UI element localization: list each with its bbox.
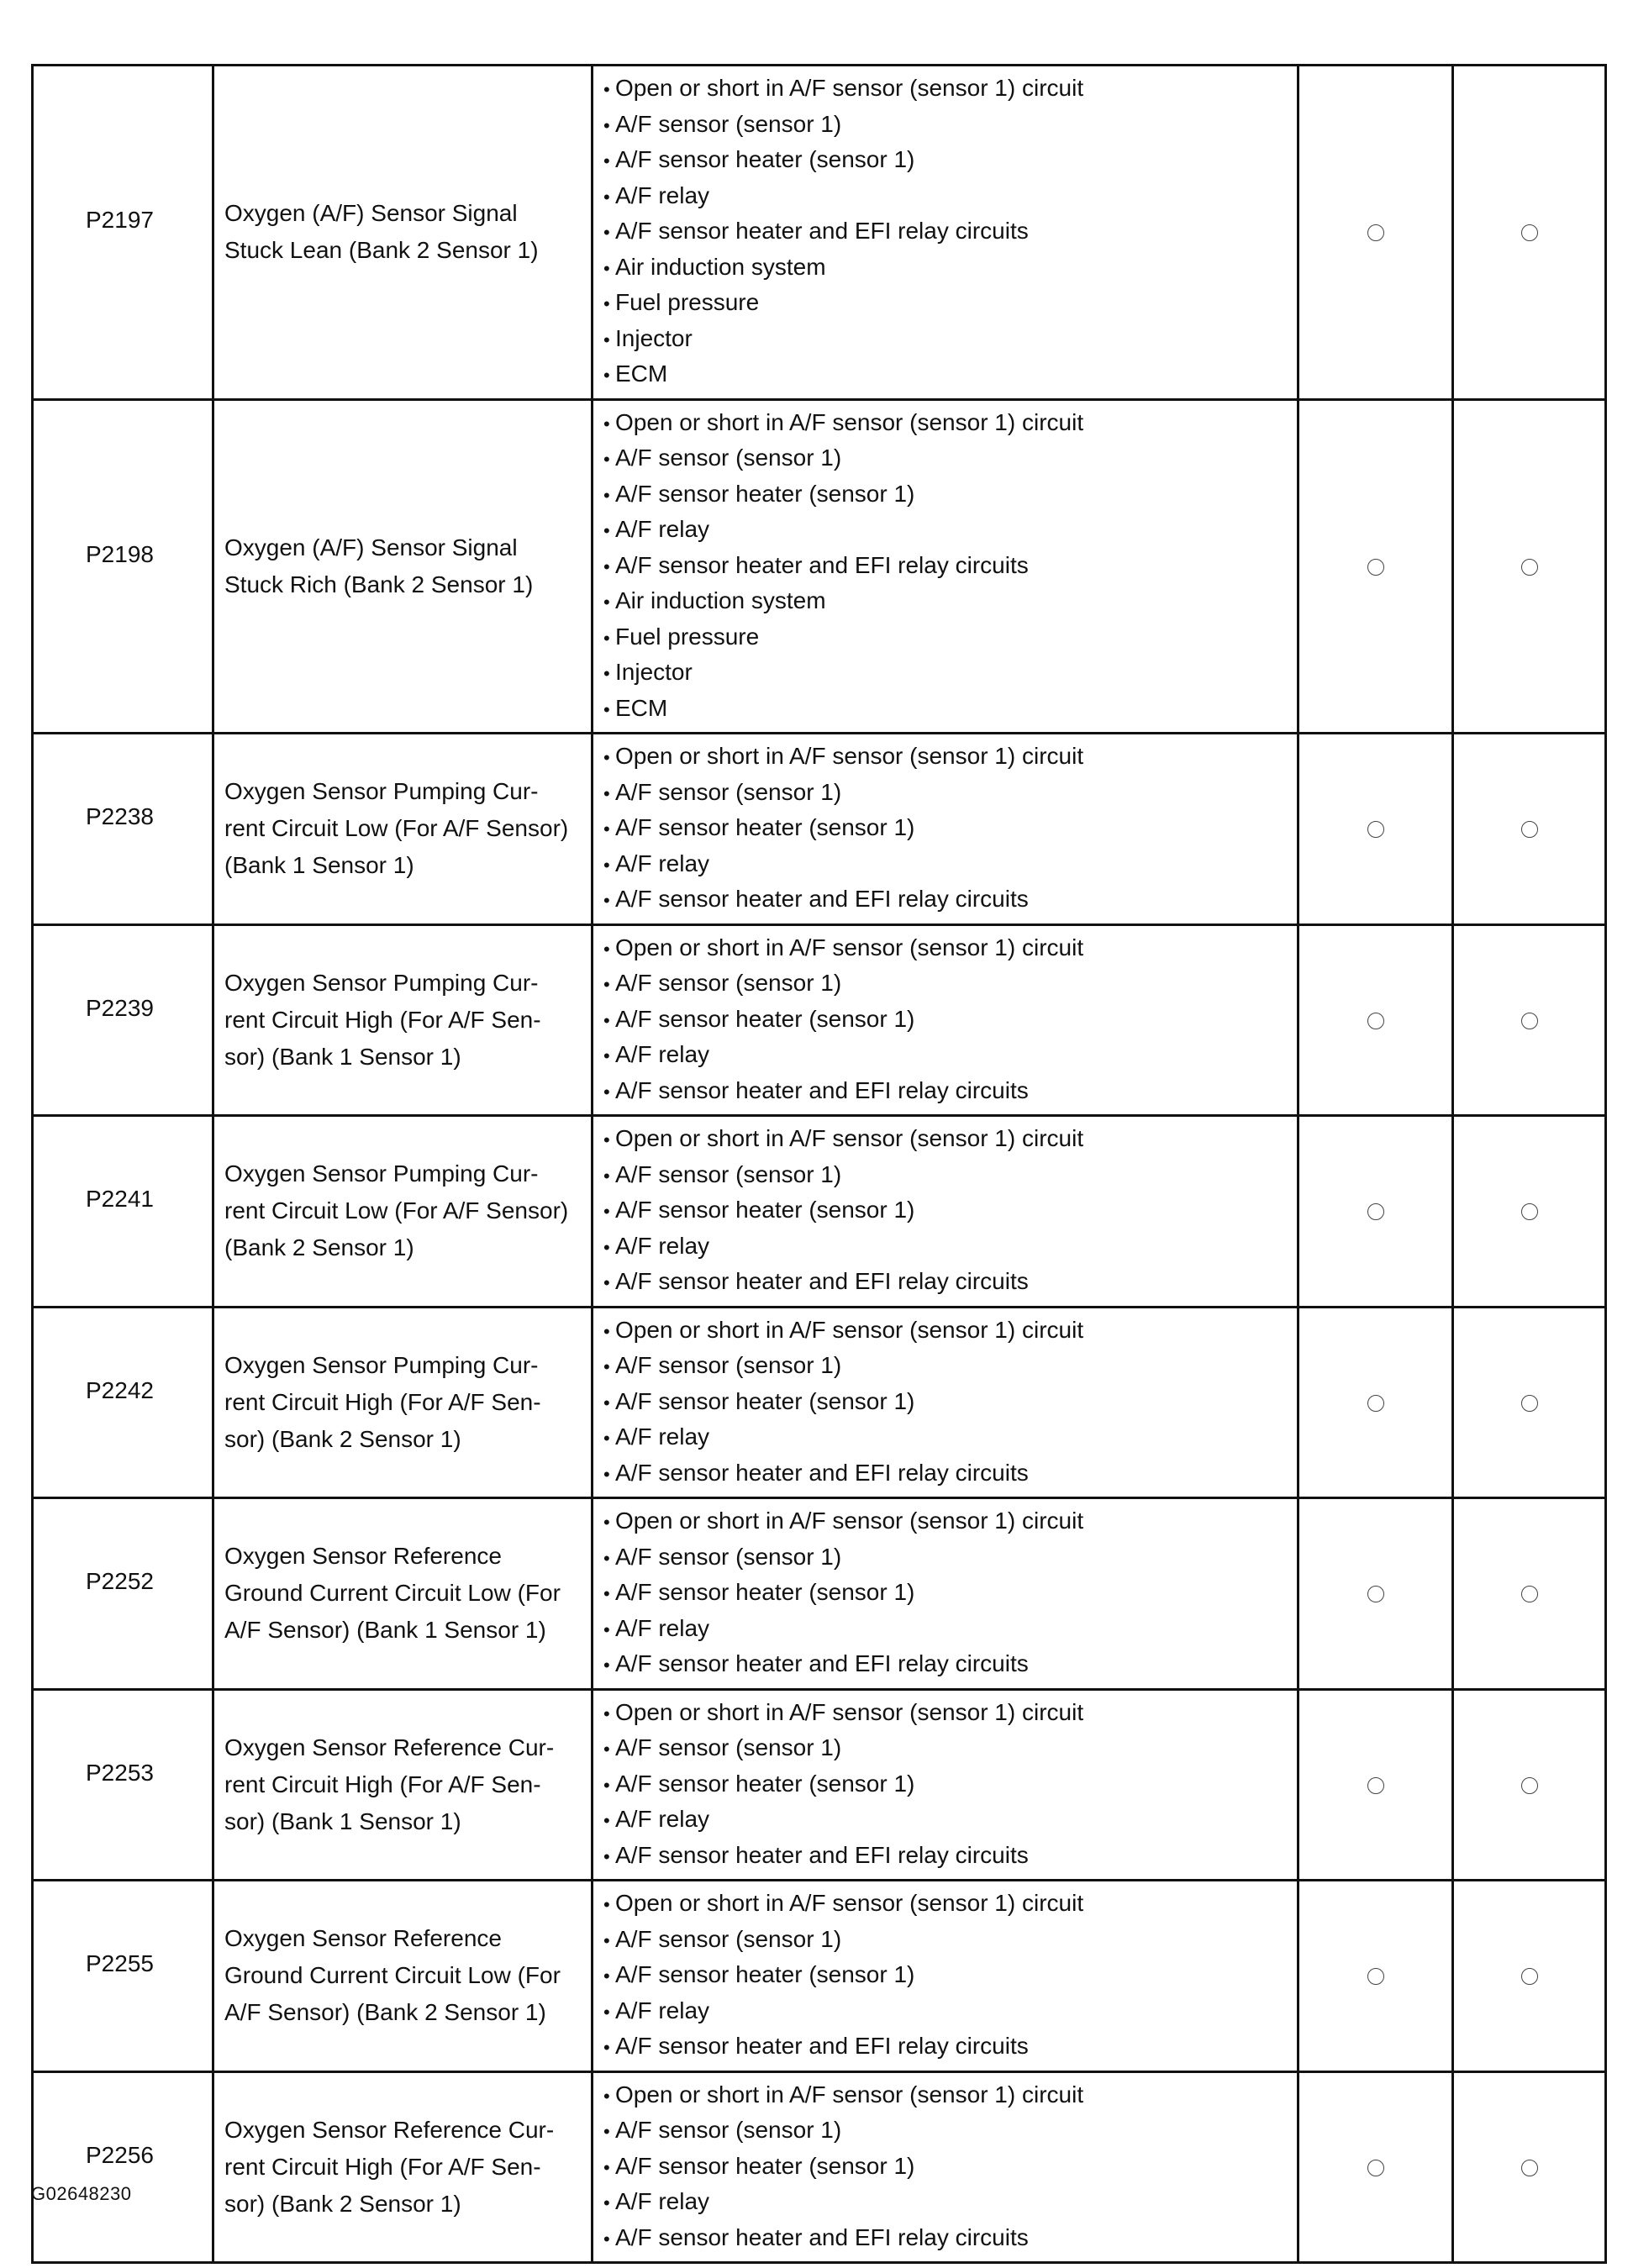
trouble-area-item <box>603 966 1297 1002</box>
trouble-area-text: A/F sensor heater and EFI relay circuits <box>615 2033 1029 2059</box>
detection-item-line: Oxygen Sensor Reference Cur- <box>224 1734 555 1760</box>
trouble-area-text: Open or short in A/F sensor (sensor 1) circuit <box>615 408 1084 435</box>
dtc-code: P2256 <box>86 2141 154 2168</box>
trouble-area-text: A/F relay <box>615 516 710 542</box>
detection-item-line: Stuck Rich (Bank 2 Sensor 1) <box>224 571 534 597</box>
detection-item-cell <box>213 66 593 400</box>
mil-cell <box>1298 1498 1453 1690</box>
trouble-areas-cell <box>593 66 1298 400</box>
trouble-area-text: Open or short in A/F sensor (sensor 1) circuit <box>615 1125 1084 1151</box>
trouble-area-text: Fuel pressure <box>615 289 760 315</box>
trouble-area-text: A/F sensor heater (sensor 1) <box>615 1005 915 1032</box>
trouble-area-text: A/F sensor (sensor 1) <box>615 2117 842 2143</box>
trouble-area-item <box>603 1696 1297 1732</box>
trouble-area-item <box>603 2113 1297 2150</box>
mil-circle-icon <box>1367 1203 1384 1220</box>
trouble-areas-list <box>603 1122 1297 1301</box>
trouble-area-item <box>603 477 1297 513</box>
trouble-areas-list <box>603 931 1297 1110</box>
detection-item-cell <box>213 1498 593 1690</box>
mil-circle-icon <box>1367 1395 1384 1412</box>
trouble-area-text: Open or short in A/F sensor (sensor 1) circuit <box>615 1698 1084 1725</box>
dtc-table-body <box>33 66 1606 2263</box>
table-row <box>33 1498 1606 1690</box>
figure-id: G02648230 <box>31 2183 132 2204</box>
mil-circle-icon <box>1367 821 1384 838</box>
trouble-area-item <box>603 1612 1297 1648</box>
memory-cell <box>1453 1498 1606 1690</box>
trouble-area-item <box>603 214 1297 250</box>
trouble-area-item <box>603 1886 1297 1923</box>
table-row <box>33 1881 1606 2072</box>
dtc-code-cell <box>33 1689 213 1881</box>
trouble-area-text: A/F relay <box>615 2188 710 2214</box>
detection-item-line: A/F Sensor) (Bank 2 Sensor 1) <box>224 1999 546 2026</box>
trouble-area-text: A/F relay <box>615 182 710 208</box>
trouble-area-item <box>603 179 1297 215</box>
memory-cell <box>1453 1116 1606 1308</box>
trouble-area-item <box>603 1802 1297 1839</box>
mil-cell <box>1298 924 1453 1116</box>
trouble-area-item <box>603 620 1297 656</box>
mil-circle-icon <box>1367 1968 1384 1985</box>
detection-item-line: sor) (Bank 2 Sensor 1) <box>224 2190 461 2217</box>
memory-circle-icon <box>1521 1203 1538 1220</box>
trouble-area-item <box>603 441 1297 477</box>
memory-circle-icon <box>1521 1013 1538 1029</box>
trouble-area-item <box>603 2221 1297 2257</box>
trouble-area-item <box>603 108 1297 144</box>
detection-item-line: Oxygen (A/F) Sensor Signal <box>224 534 518 560</box>
mil-cell <box>1298 1116 1453 1308</box>
trouble-area-text: Open or short in A/F sensor (sensor 1) circuit <box>615 1508 1084 1534</box>
trouble-area-text: Open or short in A/F sensor (sensor 1) circuit <box>615 75 1084 101</box>
trouble-areas-cell <box>593 399 1298 734</box>
detection-item-line: Stuck Lean (Bank 2 Sensor 1) <box>224 237 539 264</box>
trouble-area-item <box>603 811 1297 847</box>
detection-item-line: (Bank 2 Sensor 1) <box>224 1234 414 1261</box>
detection-item-line: sor) (Bank 2 Sensor 1) <box>224 1425 461 1452</box>
trouble-area-item <box>603 1456 1297 1492</box>
trouble-area-item <box>603 847 1297 883</box>
dtc-code-cell <box>33 66 213 400</box>
trouble-area-item <box>603 776 1297 812</box>
table-row <box>33 2071 1606 2263</box>
trouble-areas-cell <box>593 2071 1298 2263</box>
trouble-areas-list <box>603 71 1297 393</box>
dtc-code-cell <box>33 399 213 734</box>
trouble-area-item <box>603 1002 1297 1039</box>
trouble-area-text: A/F sensor heater (sensor 1) <box>615 1770 915 1797</box>
trouble-area-text: A/F sensor heater (sensor 1) <box>615 1579 915 1605</box>
table-row <box>33 924 1606 1116</box>
trouble-area-item <box>603 1074 1297 1110</box>
trouble-area-item <box>603 322 1297 358</box>
trouble-area-text: A/F relay <box>615 850 710 876</box>
memory-circle-icon <box>1521 1586 1538 1602</box>
trouble-area-text: ECM <box>615 360 668 387</box>
mil-cell <box>1298 1307 1453 1498</box>
trouble-area-item <box>603 1229 1297 1266</box>
trouble-area-text: A/F sensor (sensor 1) <box>615 1543 842 1570</box>
trouble-areas-list <box>603 1696 1297 1875</box>
trouble-areas-cell <box>593 1498 1298 1690</box>
trouble-areas-cell <box>593 1116 1298 1308</box>
trouble-area-item <box>603 739 1297 776</box>
mil-circle-icon <box>1367 1586 1384 1602</box>
mil-circle-icon <box>1367 2160 1384 2176</box>
detection-item-line: Oxygen (A/F) Sensor Signal <box>224 200 518 227</box>
trouble-area-item <box>603 2078 1297 2114</box>
trouble-area-text: A/F relay <box>615 1423 710 1450</box>
dtc-code-cell <box>33 1881 213 2072</box>
memory-circle-icon <box>1521 1395 1538 1412</box>
trouble-area-text: A/F sensor heater (sensor 1) <box>615 480 915 507</box>
trouble-area-text: A/F sensor (sensor 1) <box>615 1160 842 1187</box>
trouble-area-item <box>603 1349 1297 1385</box>
trouble-area-item <box>603 2029 1297 2065</box>
mil-cell <box>1298 734 1453 925</box>
table-row <box>33 1689 1606 1881</box>
table-row <box>33 1307 1606 1498</box>
trouble-area-text: Open or short in A/F sensor (sensor 1) circuit <box>615 934 1084 960</box>
trouble-area-item <box>603 1420 1297 1456</box>
trouble-area-item <box>603 1540 1297 1576</box>
detection-item-cell <box>213 1116 593 1308</box>
trouble-area-text: A/F sensor heater and EFI relay circuits <box>615 1650 1029 1676</box>
trouble-areas-list <box>603 1504 1297 1683</box>
detection-item-line: Ground Current Circuit Low (For <box>224 1962 561 1989</box>
trouble-area-text: A/F sensor (sensor 1) <box>615 1925 842 1952</box>
trouble-area-text: A/F sensor heater (sensor 1) <box>615 1387 915 1414</box>
trouble-area-item <box>603 1576 1297 1612</box>
trouble-area-text: A/F relay <box>615 1041 710 1067</box>
detection-item-line: Oxygen Sensor Reference Cur- <box>224 2116 555 2143</box>
trouble-area-item <box>603 1504 1297 1540</box>
table-row <box>33 734 1606 925</box>
trouble-area-item <box>603 692 1297 728</box>
detection-item-line: A/F Sensor) (Bank 1 Sensor 1) <box>224 1617 546 1644</box>
trouble-area-text: A/F sensor heater and EFI relay circuits <box>615 1268 1029 1294</box>
memory-circle-icon <box>1521 224 1538 241</box>
detection-item-cell <box>213 734 593 925</box>
dtc-code: P2255 <box>86 1950 154 1976</box>
detection-item-line: sor) (Bank 1 Sensor 1) <box>224 1808 461 1834</box>
memory-cell <box>1453 1307 1606 1498</box>
trouble-area-item <box>603 1158 1297 1194</box>
trouble-area-text: A/F sensor heater and EFI relay circuits <box>615 1841 1029 1868</box>
trouble-area-text: A/F sensor heater and EFI relay circuits <box>615 1076 1029 1103</box>
trouble-area-text: Fuel pressure <box>615 623 760 650</box>
trouble-area-item <box>603 1923 1297 1959</box>
trouble-area-item <box>603 1839 1297 1875</box>
detection-item-cell <box>213 2071 593 2263</box>
dtc-code: P2253 <box>86 1759 154 1786</box>
dtc-code-cell <box>33 924 213 1116</box>
mil-cell <box>1298 1689 1453 1881</box>
memory-cell <box>1453 66 1606 400</box>
trouble-area-text: A/F sensor (sensor 1) <box>615 778 842 805</box>
detection-item-line: Oxygen Sensor Pumping Cur- <box>224 1351 539 1378</box>
mil-circle-icon <box>1367 559 1384 576</box>
trouble-area-item <box>603 931 1297 967</box>
dtc-code-cell <box>33 734 213 925</box>
mil-circle-icon <box>1367 1777 1384 1794</box>
trouble-area-item <box>603 286 1297 322</box>
memory-cell <box>1453 1881 1606 2072</box>
trouble-area-text: A/F sensor (sensor 1) <box>615 110 842 137</box>
dtc-code: P2242 <box>86 1376 154 1403</box>
trouble-area-text: Open or short in A/F sensor (sensor 1) circuit <box>615 1890 1084 1916</box>
detection-item-line: rent Circuit High (For A/F Sen- <box>224 1771 541 1797</box>
trouble-area-item <box>603 2185 1297 2221</box>
trouble-area-item <box>603 549 1297 585</box>
detection-item-cell <box>213 399 593 734</box>
memory-cell <box>1453 734 1606 925</box>
detection-item-line: Ground Current Circuit Low (For <box>224 1580 561 1607</box>
trouble-area-text: Air induction system <box>615 587 826 613</box>
trouble-areas-list <box>603 406 1297 728</box>
detection-item-line: rent Circuit High (For A/F Sen- <box>224 1388 541 1415</box>
trouble-area-text: A/F sensor heater (sensor 1) <box>615 146 915 172</box>
memory-circle-icon <box>1521 821 1538 838</box>
trouble-area-item <box>603 143 1297 179</box>
detection-item-line: rent Circuit High (For A/F Sen- <box>224 2153 541 2180</box>
mil-circle-icon <box>1367 224 1384 241</box>
trouble-areas-list <box>603 1313 1297 1492</box>
trouble-area-text: Injector <box>615 659 693 685</box>
trouble-area-text: ECM <box>615 694 668 721</box>
memory-cell <box>1453 924 1606 1116</box>
trouble-area-item <box>603 1767 1297 1803</box>
trouble-area-text: A/F relay <box>615 1232 710 1259</box>
trouble-areas-cell <box>593 1307 1298 1498</box>
trouble-area-text: Air induction system <box>615 253 826 280</box>
trouble-area-item <box>603 584 1297 620</box>
trouble-area-item <box>603 1994 1297 2030</box>
trouble-area-text: A/F sensor (sensor 1) <box>615 970 842 996</box>
trouble-area-item <box>603 71 1297 108</box>
trouble-area-item <box>603 406 1297 442</box>
detection-item-line: Oxygen Sensor Reference <box>224 1543 502 1570</box>
mil-cell <box>1298 2071 1453 2263</box>
trouble-area-item <box>603 513 1297 549</box>
trouble-area-text: Open or short in A/F sensor (sensor 1) circuit <box>615 743 1084 769</box>
memory-cell <box>1453 399 1606 734</box>
dtc-code-cell <box>33 1498 213 1690</box>
trouble-area-text: A/F relay <box>615 1614 710 1641</box>
trouble-area-item <box>603 1385 1297 1421</box>
trouble-area-text: A/F relay <box>615 1997 710 2023</box>
mil-cell <box>1298 399 1453 734</box>
dtc-code: P2197 <box>86 207 154 233</box>
detection-item-line: (Bank 1 Sensor 1) <box>224 852 414 879</box>
dtc-code: P2198 <box>86 540 154 567</box>
trouble-area-item <box>603 1958 1297 1994</box>
trouble-area-text: A/F sensor heater and EFI relay circuits <box>615 218 1029 244</box>
trouble-areas-cell <box>593 734 1298 925</box>
trouble-area-text: Open or short in A/F sensor (sensor 1) circuit <box>615 1316 1084 1343</box>
trouble-area-text: A/F sensor heater and EFI relay circuits <box>615 551 1029 578</box>
trouble-area-text: Injector <box>615 324 693 351</box>
trouble-area-item <box>603 1038 1297 1074</box>
trouble-area-text: A/F relay <box>615 1806 710 1832</box>
dtc-code-cell <box>33 2071 213 2263</box>
trouble-area-text: A/F sensor (sensor 1) <box>615 1734 842 1760</box>
dtc-code: P2239 <box>86 994 154 1021</box>
detection-item-line: Oxygen Sensor Pumping Cur- <box>224 778 539 805</box>
detection-item-cell <box>213 1689 593 1881</box>
trouble-areas-cell <box>593 924 1298 1116</box>
detection-item-line: Oxygen Sensor Pumping Cur- <box>224 1160 539 1187</box>
mil-cell <box>1298 1881 1453 2072</box>
trouble-area-item <box>603 250 1297 287</box>
trouble-area-text: A/F sensor (sensor 1) <box>615 1352 842 1378</box>
memory-circle-icon <box>1521 1968 1538 1985</box>
memory-circle-icon <box>1521 2160 1538 2176</box>
detection-item-line: Oxygen Sensor Reference <box>224 1925 502 1952</box>
dtc-table <box>31 64 1607 2264</box>
trouble-area-text: A/F sensor heater (sensor 1) <box>615 814 915 840</box>
table-row <box>33 399 1606 734</box>
dtc-code: P2241 <box>86 1186 154 1212</box>
memory-cell <box>1453 2071 1606 2263</box>
trouble-area-text: A/F sensor (sensor 1) <box>615 445 842 471</box>
detection-item-cell <box>213 1881 593 2072</box>
table-row <box>33 66 1606 400</box>
mil-cell <box>1298 66 1453 400</box>
detection-item-line: rent Circuit High (For A/F Sen- <box>224 1006 541 1033</box>
trouble-area-item <box>603 655 1297 692</box>
trouble-area-item <box>603 2150 1297 2186</box>
trouble-area-text: Open or short in A/F sensor (sensor 1) circuit <box>615 2081 1084 2108</box>
table-row <box>33 1116 1606 1308</box>
memory-circle-icon <box>1521 1777 1538 1794</box>
trouble-area-text: A/F sensor heater (sensor 1) <box>615 2152 915 2179</box>
trouble-area-item <box>603 1193 1297 1229</box>
memory-circle-icon <box>1521 559 1538 576</box>
trouble-areas-list <box>603 1886 1297 2065</box>
memory-cell <box>1453 1689 1606 1881</box>
trouble-area-text: A/F sensor heater and EFI relay circuits <box>615 1459 1029 1486</box>
trouble-areas-list <box>603 2078 1297 2257</box>
mil-circle-icon <box>1367 1013 1384 1029</box>
trouble-area-item <box>603 1731 1297 1767</box>
detection-item-line: rent Circuit Low (For A/F Sensor) <box>224 815 569 842</box>
detection-item-cell <box>213 1307 593 1498</box>
trouble-area-text: A/F sensor heater (sensor 1) <box>615 1197 915 1223</box>
dtc-code-cell <box>33 1307 213 1498</box>
trouble-areas-cell <box>593 1689 1298 1881</box>
trouble-area-text: A/F sensor heater and EFI relay circuits <box>615 2223 1029 2250</box>
trouble-area-item <box>603 882 1297 918</box>
trouble-area-item <box>603 1122 1297 1158</box>
trouble-area-item <box>603 1313 1297 1350</box>
dtc-code-cell <box>33 1116 213 1308</box>
dtc-code: P2252 <box>86 1568 154 1594</box>
detection-item-line: Oxygen Sensor Pumping Cur- <box>224 969 539 996</box>
trouble-area-item <box>603 1265 1297 1301</box>
detection-item-line: rent Circuit Low (For A/F Sensor) <box>224 1197 569 1224</box>
dtc-code: P2238 <box>86 803 154 829</box>
detection-item-line: sor) (Bank 1 Sensor 1) <box>224 1043 461 1070</box>
trouble-area-text: A/F sensor heater and EFI relay circuits <box>615 886 1029 912</box>
detection-item-cell <box>213 924 593 1116</box>
trouble-area-text: A/F sensor heater (sensor 1) <box>615 1961 915 1987</box>
trouble-area-item <box>603 357 1297 393</box>
trouble-areas-list <box>603 739 1297 918</box>
trouble-areas-cell <box>593 1881 1298 2072</box>
trouble-area-item <box>603 1647 1297 1683</box>
